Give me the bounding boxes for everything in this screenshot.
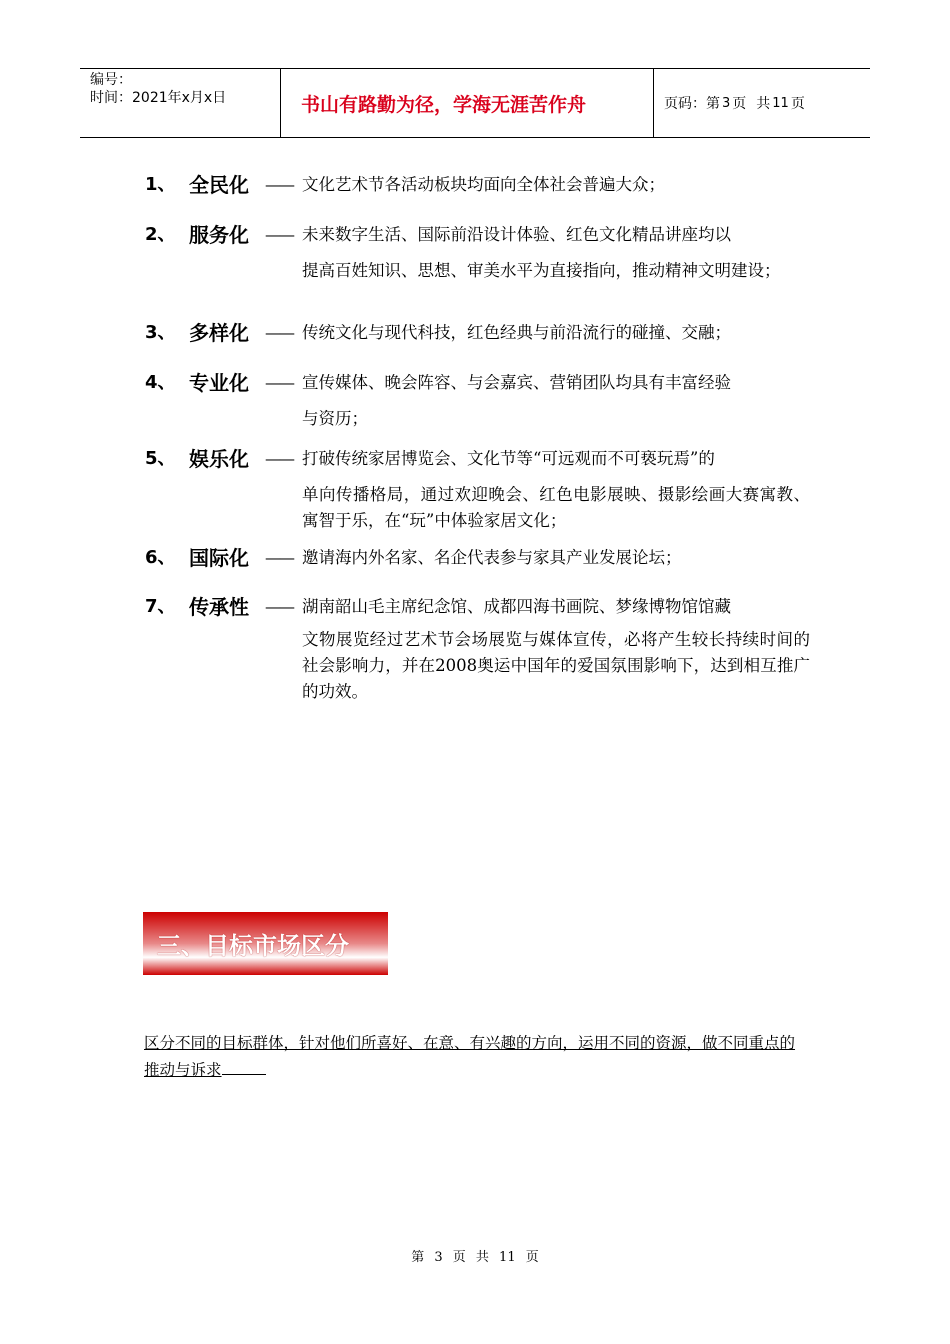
item-description: 湖南韶山毛主席纪念馆、成都四海书画院、梦缘博物馆馆藏 bbox=[302, 597, 731, 616]
item-description-continued: 与资历； bbox=[302, 409, 368, 428]
page-number: 3 bbox=[722, 95, 731, 111]
item-term: 全民化 bbox=[189, 173, 249, 197]
item-description: 传统文化与现代科技，红色经典与前沿流行的碰撞、交融； bbox=[302, 323, 731, 342]
item-description: 打破传统家居博览会、文化节等“可远观而不可亵玩焉”的 bbox=[302, 449, 715, 468]
item-number: 4、 bbox=[145, 372, 176, 393]
item-dash: —— bbox=[265, 548, 293, 567]
section-intro-text: 区分不同的目标群体，针对他们所喜好、在意、有兴趣的方向，运用不同的资源，做不同重点的推动与诉求 bbox=[144, 1034, 796, 1079]
page-header bbox=[80, 68, 870, 138]
item-term: 服务化 bbox=[189, 223, 249, 247]
item-dash: —— bbox=[265, 373, 293, 392]
item-description-continued: 单向传播格局，通过欢迎晚会、红色电影展映、摄影绘画大赛寓教、寓智于乐，在“玩”中体验家居文化； bbox=[302, 485, 810, 530]
page-label: 页码：第 bbox=[664, 96, 720, 112]
page-unit: 页 bbox=[732, 96, 747, 112]
item-number: 7、 bbox=[145, 596, 176, 617]
total-pages: 11 bbox=[772, 95, 789, 111]
page-footer: 第 3 页 共 11 页 bbox=[411, 1250, 539, 1265]
item-description: 文化艺术节各活动板块均面向全体社会普遍大众； bbox=[302, 175, 665, 194]
underline-blank bbox=[222, 1056, 266, 1075]
item-term: 传承性 bbox=[189, 595, 249, 619]
header-meta bbox=[80, 69, 281, 137]
item-description: 邀请海内外名家、名企代表参与家具产业发展论坛； bbox=[302, 548, 682, 567]
section-heading: 三、目标市场区分 bbox=[143, 912, 388, 975]
item-dash: —— bbox=[265, 597, 293, 616]
item-term: 专业化 bbox=[189, 371, 249, 395]
item-term: 国际化 bbox=[189, 546, 249, 570]
item-term: 娱乐化 bbox=[189, 447, 249, 471]
item-description: 宣传媒体、晚会阵容、与会嘉宾、营销团队均具有丰富经验 bbox=[302, 373, 731, 392]
total-label: 共 bbox=[756, 96, 771, 112]
document-date: 时间：2021年x月x日 bbox=[90, 90, 227, 106]
item-dash: —— bbox=[265, 449, 293, 468]
item-number: 2、 bbox=[145, 224, 176, 245]
total-unit: 页 bbox=[790, 96, 805, 112]
item-dash: —— bbox=[265, 175, 293, 194]
item-dash: —— bbox=[265, 225, 293, 244]
item-number: 5、 bbox=[145, 448, 176, 469]
document-code-label: 编号： bbox=[90, 72, 132, 88]
header-page-info bbox=[654, 69, 870, 137]
section-intro bbox=[144, 1030, 808, 1083]
item-dash: —— bbox=[265, 323, 293, 342]
item-description: 未来数字生活、国际前沿设计体验、红色文化精品讲座均以 bbox=[302, 225, 731, 244]
item-number: 6、 bbox=[145, 547, 176, 568]
item-term: 多样化 bbox=[189, 321, 249, 345]
item-description-continued: 提高百姓知识、思想、审美水平为直接指向，推动精神文明建设； bbox=[302, 261, 781, 280]
item-number: 1、 bbox=[145, 174, 176, 195]
item-description-continued: 文物展览经过艺术节会场展览与媒体宣传，必将产生较长持续时间的社会影响力，并在2008奥运中国年的爱国氛围影响下，达到相互推广的功效。 bbox=[302, 630, 810, 701]
item-number: 3、 bbox=[145, 322, 176, 343]
header-motto: 书山有路勤为径，学海无涯苦作舟 bbox=[281, 69, 654, 137]
